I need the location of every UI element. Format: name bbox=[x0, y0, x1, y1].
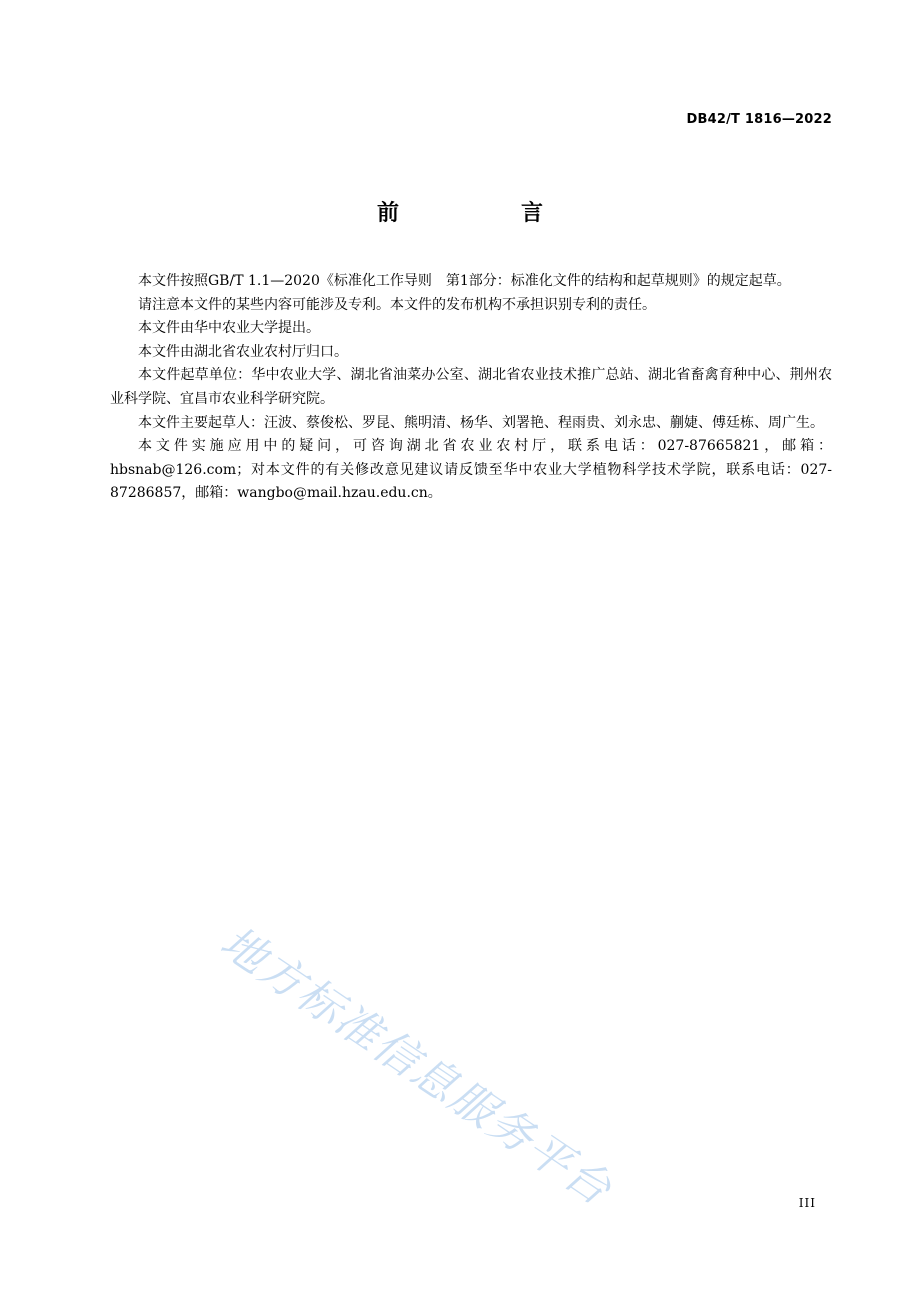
paragraph-drafting-units: 本文件起草单位：华中农业大学、湖北省油菜办公室、湖北省农业技术推广总站、湖北省畜禽育种中心、荆州农业科学院、宜昌市农业科学研究院。 bbox=[110, 367, 832, 407]
paragraph-drafting-basis: 本文件按照GB/T 1.1—2020《标准化工作导则 第1部分：标准化文件的结构和起草规则》的规定起草。 bbox=[138, 273, 791, 289]
page-number: III bbox=[798, 1196, 816, 1210]
standard-code: DB42/T 1816—2022 bbox=[686, 112, 832, 127]
paragraph-centralized-by: 本文件由湖北省农业农村厅归口。 bbox=[138, 343, 348, 360]
paragraph-main-drafters: 本文件主要起草人：汪波、蔡俊松、罗昆、熊明清、杨华、刘署艳、程雨贵、刘永忠、蒯婕、傅廷栋、周广生。 bbox=[138, 414, 824, 431]
watermark-text: 地方标准信息服务平台 bbox=[211, 916, 622, 1217]
paragraph-patent-notice: 请注意本文件的某些内容可能涉及专利。本文件的发布机构不承担识别专利的责任。 bbox=[138, 296, 656, 313]
paragraph-contact: 本文件实施应用中的疑问，可咨询湖北省农业农村厅，联系电话：027-87665821，邮箱：hbsnab@126.com；对本文件的有关修改意见建议请反馈至华中农业大学植物科学技术学院，联系电话：027-87286857，邮箱：wangbo@mail.hzau.edu.cn。 bbox=[110, 438, 832, 502]
page-title: 前 言 bbox=[376, 201, 593, 226]
foreword-body bbox=[110, 270, 832, 506]
paragraph-proposer: 本文件由华中农业大学提出。 bbox=[138, 320, 320, 337]
